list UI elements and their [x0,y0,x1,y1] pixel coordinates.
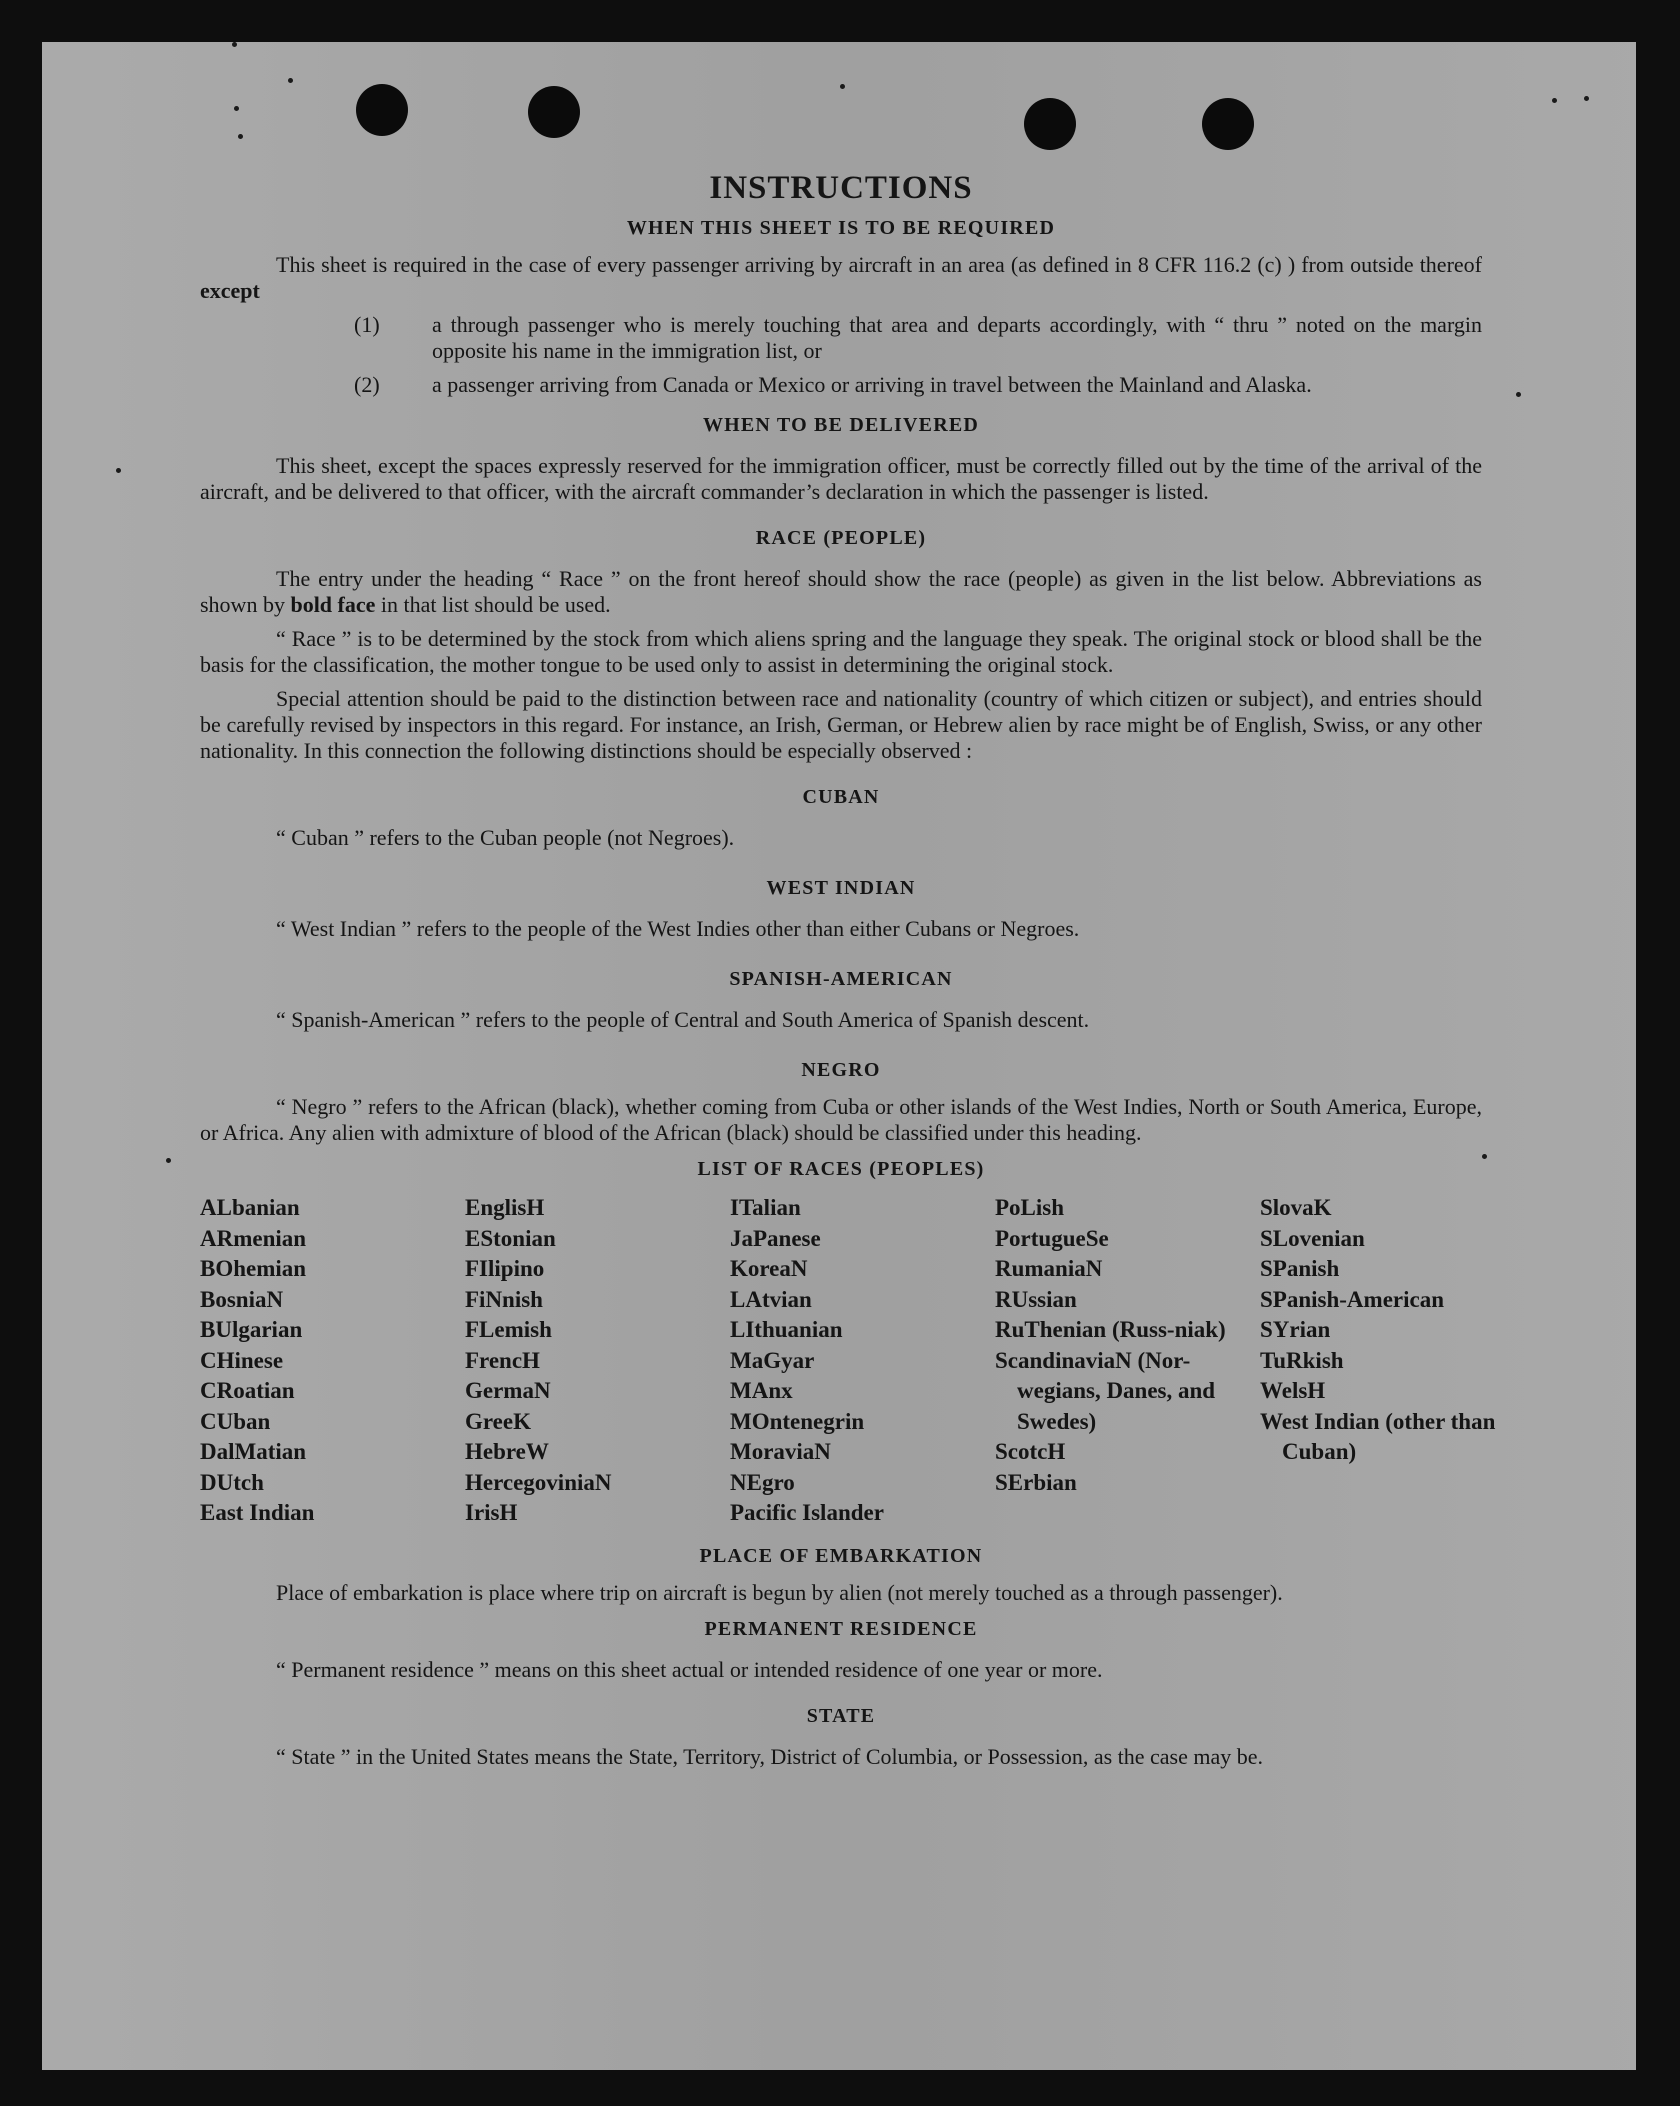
race-entry: EStonian [465,1225,556,1251]
speck [232,42,237,47]
race-paragraph-2: “ Race ” is to be determined by the stock from which aliens spring and the language they speak. The original stock or blood shall be the basis for the classification, the mother tongue to be used only to assist in determining the original stock. [200,626,1482,677]
race-entry: SYrian [1260,1317,1331,1342]
cuban-text: “ Cuban ” refers to the Cuban people (not Negroes). [276,825,735,850]
place-of-embarkation-text: Place of embarkation is place where trip on aircraft is begun by alien (not merely touched as a through passenger). [276,1579,1283,1605]
race-entry: BosniaN [200,1286,284,1312]
speck [1584,96,1589,101]
race-entry: GreeK [465,1408,531,1434]
race-entry: PortugueSe [995,1225,1109,1251]
punch-hole [1024,98,1076,150]
race-entry: FrencH [465,1347,540,1373]
race-entry: ALbanian [200,1195,300,1220]
race-column [200,1193,465,1529]
speck [288,78,293,83]
race-entry: SPanish-American [1260,1286,1444,1312]
section-heading-cuban: CUBAN [802,786,880,808]
race-column [465,1193,730,1529]
exception-item: (2) a passenger arriving from Canada or Mexico or arriving in travel between the Mainland and Alaska. [354,372,1312,397]
speck [840,84,845,89]
race-entry: MoraviaN [730,1439,831,1464]
race-paragraph-1: The entry under the heading “ Race ” on the front hereof should show the race (people) as given in the list below. Abbreviations as shown by bold face in that list should be used. [200,566,1482,617]
race-entry: KoreaN [730,1256,808,1281]
race-entry: MOntenegrin [730,1408,865,1434]
section-heading-when-required: WHEN THIS SHEET IS TO BE REQUIRED [626,217,1056,239]
section-heading-spanish-american: SPANISH-AMERICAN [729,968,953,990]
race-list [200,1193,1496,1529]
race-entry: ITalian [730,1195,801,1220]
race-entry: CRoatian [200,1378,295,1403]
race-column [730,1193,995,1529]
when-required-intro: This sheet is required in the case of every passenger arriving by aircraft in an area (as defined in 8 CFR 116.2 (c) ) from outside thereof except [200,252,1482,303]
race-entry: SLovenian [1260,1225,1365,1251]
race-entry: MaGyar [730,1347,815,1373]
race-entry: CUban [200,1408,271,1434]
race-entry: DalMatian [200,1439,307,1464]
speck [1482,1154,1487,1159]
speck [1552,98,1557,103]
race-entry: RuThenian (Russ-niak) [995,1317,1226,1342]
race-entry: EnglisH [465,1195,545,1220]
when-delivered-text: This sheet, except the spaces expressly reserved for the immigration officer, must be correctly filled out by the time of the arrival of the aircraft, and be delivered to that officer, with the aircraft commander’s declaration in which the passenger is listed. [200,453,1482,504]
section-heading-list-of-races: LIST OF RACES (PEOPLES) [697,1158,985,1180]
section-heading-race: RACE (PEOPLE) [755,527,927,549]
speck [116,468,121,473]
race-paragraph-3: Special attention should be paid to the distinction between race and nationality (country of which citizen or subject), and entries should be carefully revised by inspectors in this regard. For instance, an Irish, German, or Hebrew alien by race might be of English, Swiss, or any other nationality. In this connection the following distinctions should be especially observed : [200,686,1482,763]
section-heading-when-delivered: WHEN TO BE DELIVERED [702,414,980,436]
negro-text: “ Negro ” refers to the African (black), whether coming from Cuba or other islands of the West Indies, North or South America, Europe, or Africa. Any alien with admixture of blood of the African (black) should be classified under this heading. [200,1094,1482,1145]
race-entry: LAtvian [730,1286,812,1312]
race-entry: SPanish [1260,1256,1340,1281]
race-entry: RumaniaN [995,1256,1103,1281]
race-entry: DUtch [200,1469,264,1495]
race-entry: HebreW [465,1439,549,1464]
race-entry: PoLish [995,1195,1065,1220]
race-entry: RUssian [995,1286,1077,1312]
punch-hole [1202,98,1254,150]
speck [1516,392,1521,397]
exception-item: (1) a through passenger who is merely touching that area and departs accordingly, with “ thru ” noted on the margin opposite his name in the immigration list, or [354,312,1482,363]
race-entry: WelsH [1260,1378,1326,1403]
section-heading-place-of-embarkation: PLACE OF EMBARKATION [699,1544,983,1567]
race-entry: IrisH [465,1500,518,1525]
section-heading-negro: NEGRO [801,1059,881,1081]
race-entry: SErbian [995,1469,1077,1495]
section-heading-state: STATE [806,1704,876,1727]
speck [166,1158,171,1163]
race-column [995,1193,1260,1529]
spanish-american-text: “ Spanish-American ” refers to the people of Central and South America of Spanish descent. [276,1007,1090,1032]
race-column [1260,1193,1500,1529]
race-entry: Pacific Islander [730,1500,884,1525]
race-entry: NEgro [730,1469,795,1495]
punch-hole [356,84,408,136]
race-entry: TuRkish [1260,1347,1344,1373]
speck [238,134,243,139]
page-title: INSTRUCTIONS [709,170,973,206]
race-entry: HercegoviniaN [465,1469,612,1495]
race-entry: MAnx [730,1378,793,1403]
section-heading-west-indian: WEST INDIAN [766,877,916,899]
race-entry: BUlgarian [200,1317,303,1342]
race-entry: ARmenian [200,1225,307,1251]
state-text: “ State ” in the United States means the State, Territory, District of Columbia, or Possession, as the case may be. [276,1743,1264,1769]
race-entry: BOhemian [200,1256,307,1281]
section-heading-permanent-residence: PERMANENT RESIDENCE [704,1617,978,1640]
race-entry: FIlipino [465,1256,545,1281]
speck [234,106,239,111]
race-entry: CHinese [200,1347,284,1373]
race-entry: ScotcH [995,1439,1066,1464]
race-entry: GermaN [465,1378,551,1403]
instructions-content [200,170,1496,1770]
race-entry: FLemish [465,1317,552,1342]
race-entry: ScandinaviaN (Nor-wegians, Danes, and Swedes) [995,1347,1216,1434]
race-entry: FiNnish [465,1286,543,1312]
race-entry: West Indian (other than Cuban) [1260,1408,1496,1464]
west-indian-text: “ West Indian ” refers to the people of the West Indies other than either Cubans or Negroes. [276,916,1080,941]
race-entry: LIthuanian [730,1317,843,1342]
race-entry: East Indian [200,1500,315,1525]
permanent-residence-text: “ Permanent residence ” means on this sheet actual or intended residence of one year or more. [276,1656,1103,1682]
punch-hole [528,86,580,138]
race-entry: SlovaK [1260,1195,1332,1220]
race-entry: JaPanese [730,1225,821,1251]
